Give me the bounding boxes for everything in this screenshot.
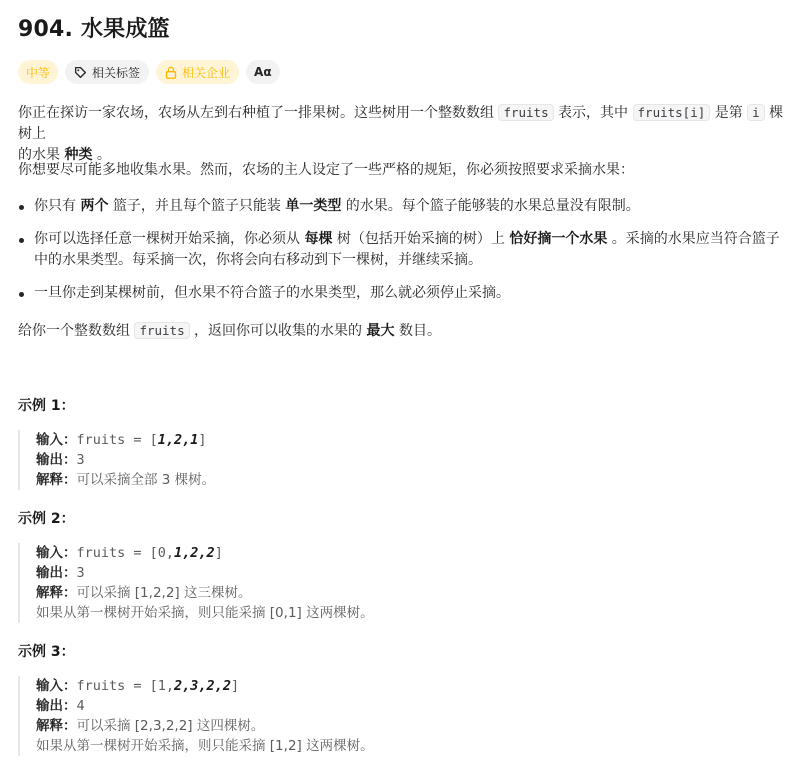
lock-icon bbox=[165, 66, 177, 79]
list-item: 你可以选择任意一棵树开始采摘，你必须从 每棵 树（包括开始采摘的树）上 恰好摘一个水果 。采摘的水果应当符合篮子 中的水果类型。每采摘一次，你将会向右移动到下一棵树，并继续采摘。 bbox=[18, 229, 788, 271]
example-1-title: 示例 1： bbox=[18, 398, 75, 414]
inline-code: fruits bbox=[134, 322, 189, 339]
description-paragraph-1: 你正在探访一家农场，农场从左到右种植了一排果树。这些树用一个整数数组 fruits 表示，其中 fruits[i] 是第 i 棵树上 的水果 种类 。 bbox=[18, 105, 784, 163]
description-paragraph-3: 给你一个整数数组 fruits ，返回你可以收集的水果的 最大 数目。 bbox=[18, 323, 441, 339]
related-company-button[interactable] bbox=[156, 60, 239, 84]
related-tags-label: 相关标签 bbox=[92, 65, 141, 80]
description-paragraph-2: 你想要尽可能多地收集水果。然而，农场的主人设定了一些严格的规矩，你必须按照要求采摘水果： bbox=[18, 162, 634, 178]
list-item: 一旦你走到某棵树前，但水果不符合篮子的水果类型，那么就必须停止采摘。 bbox=[18, 283, 788, 304]
rules-list bbox=[18, 196, 788, 304]
example-3-block: 输入：fruits = [1,2,3,2,2] 输出：4 解释：可以采摘 [2,3,2,2] 这四棵树。 如果从第一棵树开始采摘，则只能采摘 [1,2] 这两棵树。 bbox=[18, 676, 778, 756]
example-2-title: 示例 2： bbox=[18, 511, 75, 527]
difficulty-badge: 中等 bbox=[18, 60, 58, 84]
related-company-label: 相关企业 bbox=[182, 65, 231, 80]
inline-code: fruits[i] bbox=[633, 104, 711, 121]
inline-code: fruits bbox=[498, 104, 553, 121]
tag-icon bbox=[74, 66, 87, 79]
problem-tags bbox=[18, 60, 280, 84]
related-tags-button[interactable] bbox=[65, 60, 149, 84]
inline-code: i bbox=[747, 104, 765, 121]
problem-title: 904. 水果成篮 bbox=[18, 17, 170, 42]
list-item: 你只有 两个 篮子，并且每个篮子只能装 单一类型 的水果。每个篮子能够装的水果总量没有限制。 bbox=[18, 196, 788, 217]
example-1-block: 输入：fruits = [1,2,1] 输出：3 解释：可以采摘全部 3 棵树。 bbox=[18, 430, 778, 490]
example-3-title: 示例 3： bbox=[18, 644, 75, 660]
font-size-button[interactable]: Aα bbox=[246, 60, 280, 84]
example-2-block: 输入：fruits = [0,1,2,2] 输出：3 解释：可以采摘 [1,2,2] 这三棵树。 如果从第一棵树开始采摘，则只能采摘 [0,1] 这两棵树。 bbox=[18, 543, 778, 623]
